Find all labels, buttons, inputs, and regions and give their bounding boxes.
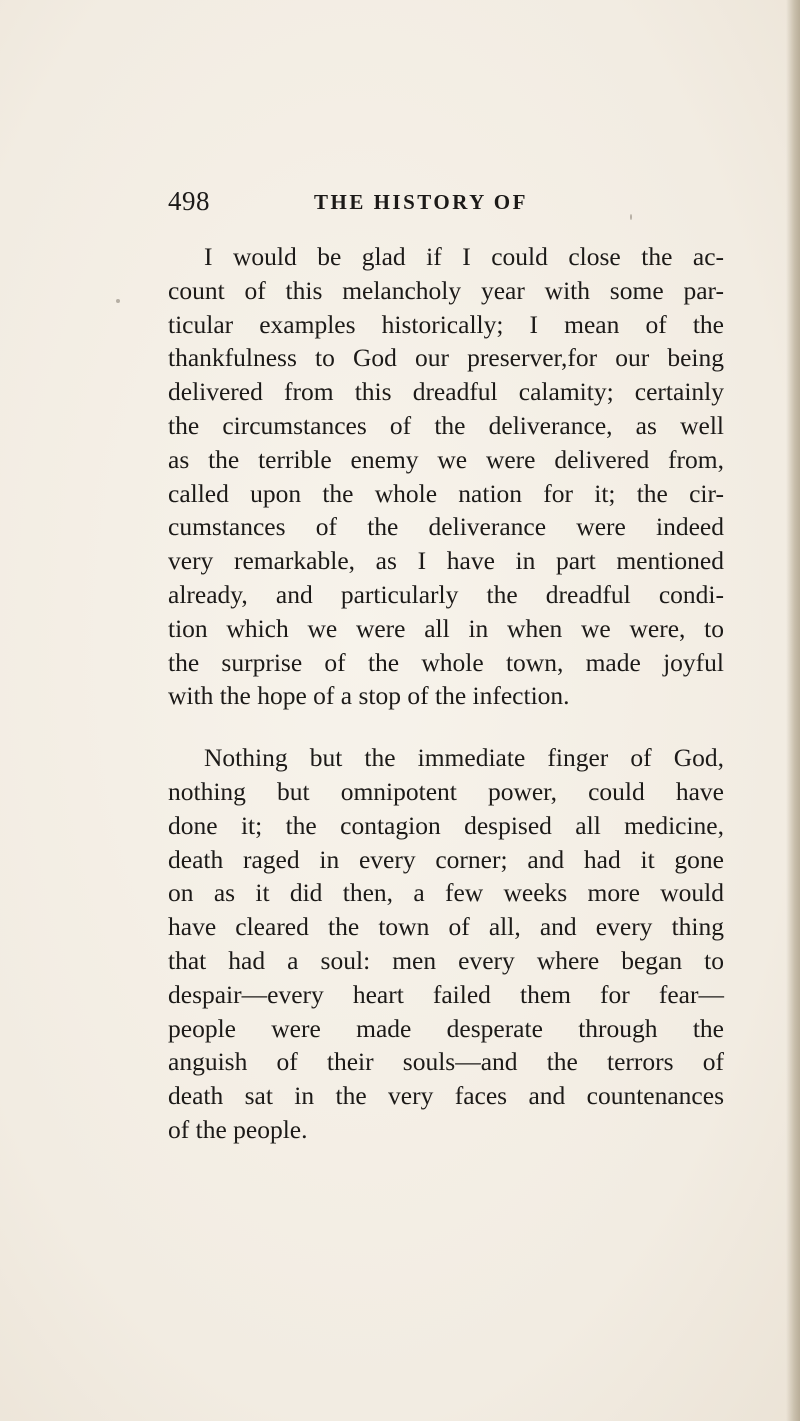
text-line: called upon the whole nation for it; the cir- [168, 478, 724, 508]
page-header [168, 186, 628, 226]
text-line: thankfulness to God our preserver,for our being [168, 343, 724, 373]
paper-speck [630, 214, 632, 220]
text-line: Nothing but the immediate finger of God, [204, 743, 724, 773]
text-line: very remarkable, as I have in part mentioned [168, 546, 724, 576]
text-line: cumstances of the deliverance were indeed [168, 512, 724, 542]
running-head: THE HISTORY OF [314, 190, 528, 214]
text-line: death raged in every corner; and had it gone [168, 844, 724, 874]
text-line: the circumstances of the deliverance, as well [168, 410, 724, 440]
text-line: with the hope of a stop of the infection. [168, 681, 570, 711]
text-line: delivered from this dreadful calamity; certainly [168, 377, 724, 407]
text-line: people were made desperate through the [168, 1013, 724, 1043]
text-line: have cleared the town of all, and every thing [168, 912, 724, 942]
text-line: the surprise of the whole town, made joyful [168, 647, 724, 677]
text-line: on as it did then, a few weeks more would [168, 878, 724, 908]
paragraph [168, 741, 724, 1147]
paragraph-gap [168, 713, 724, 741]
text-line: done it; the contagion despised all medicine, [168, 810, 724, 840]
text-line: nothing but omnipotent power, could have [168, 776, 724, 806]
text-line: count of this melancholy year with some par- [168, 275, 724, 305]
text-line: ticular examples historically; I mean of the [168, 309, 724, 339]
text-line: of the people. [168, 1114, 308, 1144]
text-line: already, and particularly the dreadful condi- [168, 579, 724, 609]
text-line: despair—every heart failed them for fear— [168, 979, 724, 1009]
text-line: anguish of their souls—and the terrors of [168, 1047, 724, 1077]
page-number: 498 [168, 186, 210, 216]
text-line: I would be glad if I could close the ac- [204, 242, 724, 271]
text-line: as the terrible enemy we were delivered from, [168, 444, 724, 474]
text-line: tion which we were all in when we were, to [168, 613, 724, 643]
text-line: death sat in the very faces and countenances [168, 1081, 724, 1111]
page-edge-shadow [786, 0, 800, 1421]
body-text [168, 240, 724, 1147]
paper-speck [116, 299, 120, 303]
paragraph [168, 240, 724, 713]
text-line: that had a soul: men every where began to [168, 945, 724, 975]
